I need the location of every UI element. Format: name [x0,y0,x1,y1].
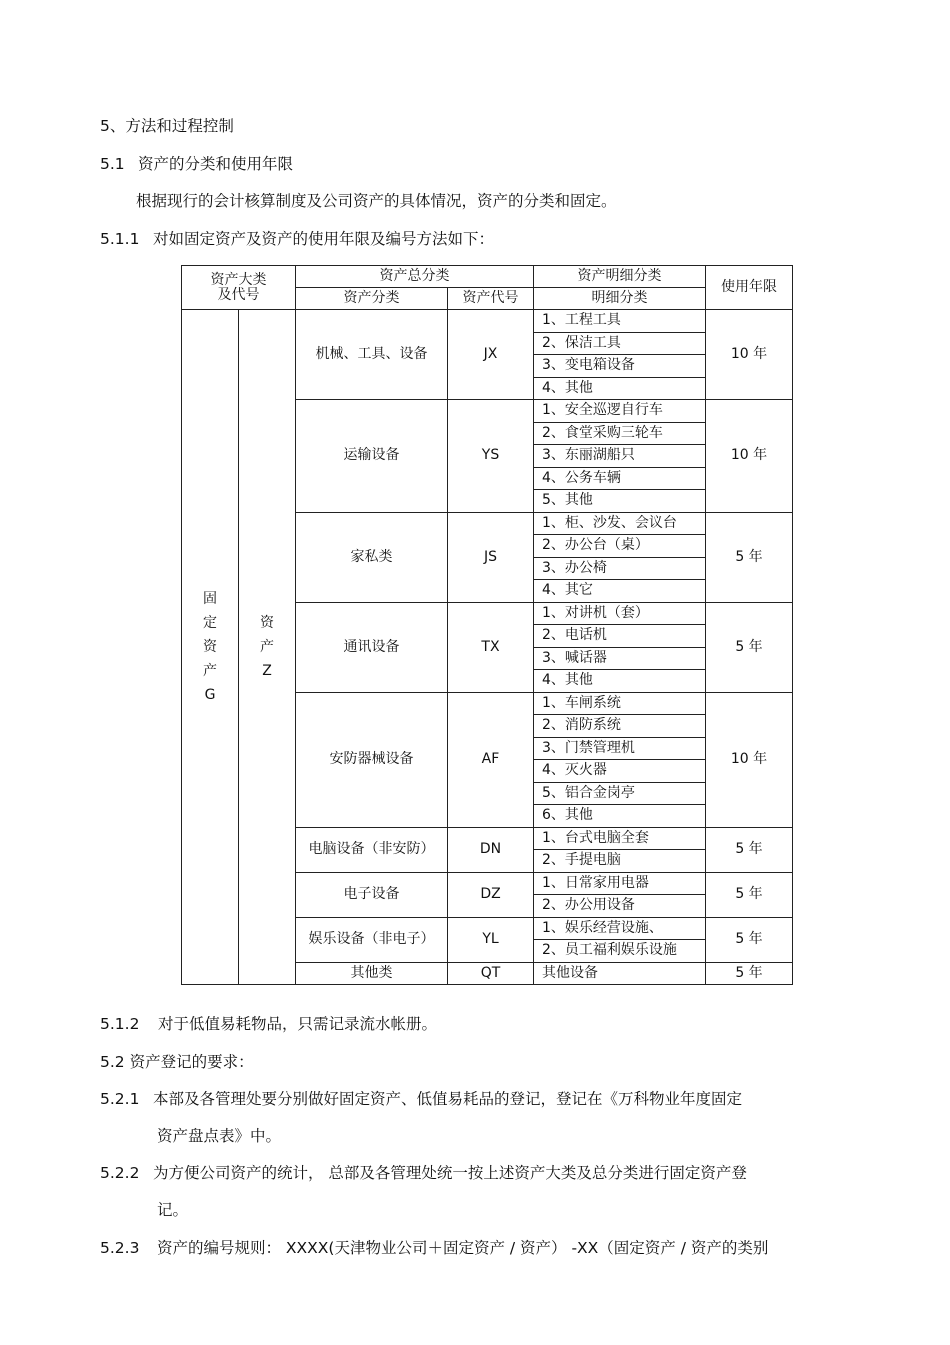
detail-item-cell: 4、其它 [534,580,706,603]
detail-item-cell: 1、安全巡逻自行车 [534,400,706,423]
detail-item-cell: 3、办公椅 [534,557,706,580]
table-row [182,310,793,333]
detail-item-cell: 4、其他 [534,377,706,400]
years-cell: 5 年 [706,602,793,692]
paragraph-text: 本部及各管理处要分别做好固定资产、低值易耗品的登记，登记在《万科物业年度固定 [153,1090,743,1108]
paragraph-text: 对如固定资产及资产的使用年限及编号方法如下： [153,230,495,248]
paragraph [100,1163,747,1183]
code-cell: YL [448,917,534,962]
detail-item-cell: 4、灭火器 [534,760,706,783]
detail-item-cell: 2、保洁工具 [534,332,706,355]
detail-item-cell: 1、娱乐经营设施、 [534,917,706,940]
category-cell: 家私类 [296,512,448,602]
header-sub-code: 资产代号 [448,288,534,310]
section-heading: 5、方法和过程控制 [100,117,234,135]
detail-item-cell: 1、工程工具 [534,310,706,333]
category-cell: 安防器械设备 [296,692,448,827]
section-number: 5.2.2 [100,1164,140,1182]
code-cell: DN [448,827,534,872]
code-cell: DZ [448,872,534,917]
major-class-label: 固定资产G [203,591,217,703]
category-cell: 其他类 [296,962,448,985]
detail-item-cell: 5、其他 [534,490,706,513]
header-sub-category: 资产分类 [296,288,448,310]
major-class-cell [182,310,239,985]
paragraph [100,229,494,249]
detail-item-cell: 3、东丽湖船只 [534,445,706,468]
detail-item-cell: 2、员工福利娱乐设施 [534,940,706,963]
category-cell: 电子设备 [296,872,448,917]
paragraph-continuation: 资产盘点表》中。 [157,1127,282,1145]
detail-item-cell: 3、喊话器 [534,647,706,670]
minor-class-cell [239,310,296,985]
section-number: 5.1.1 [100,230,140,248]
detail-item-cell: 1、日常家用电器 [534,872,706,895]
detail-item-cell: 1、车闸系统 [534,692,706,715]
category-cell: 运输设备 [296,400,448,513]
code-cell: JX [448,310,534,400]
years-cell: 5 年 [706,917,793,962]
paragraph-continuation: 记。 [157,1201,189,1219]
detail-item-cell: 2、手提电脑 [534,850,706,873]
code-cell: QT [448,962,534,985]
detail-item-cell: 1、对讲机（套） [534,602,706,625]
years-cell: 10 年 [706,310,793,400]
header-years: 使用年限 [706,266,793,310]
asset-classification-table [181,265,793,985]
subsection-heading [100,154,293,174]
years-cell: 5 年 [706,962,793,985]
category-cell: 娱乐设备（非电子） [296,917,448,962]
code-cell: AF [448,692,534,827]
detail-item-cell: 其他设备 [534,962,706,985]
detail-item-cell: 4、其他 [534,670,706,693]
paragraph: 根据现行的会计核算制度及公司资产的具体情况，资产的分类和固定。 [136,192,617,210]
minor-class-label: 资产Z [260,615,274,679]
years-cell: 10 年 [706,400,793,513]
header-major-class: 资产大类及代号 [182,266,296,310]
header-sub-detail: 明细分类 [534,288,706,310]
years-cell: 10 年 [706,692,793,827]
section-number: 5.1 [100,155,125,173]
years-cell: 5 年 [706,827,793,872]
subsection-heading: 5.2 资产登记的要求： [100,1053,254,1071]
section-number: 5.1.2 [100,1015,140,1033]
category-cell: 电脑设备（非安防） [296,827,448,872]
detail-item-cell: 1、台式电脑全套 [534,827,706,850]
code-cell: JS [448,512,534,602]
paragraph-text: 为方便公司资产的统计， 总部及各管理处统一按上述资产大类及总分类进行固定资产登 [153,1164,747,1182]
detail-item-cell: 5、铝合金岗亭 [534,782,706,805]
detail-item-cell: 2、电话机 [534,625,706,648]
header-detail-class: 资产明细分类 [534,266,706,288]
detail-item-cell: 4、公务车辆 [534,467,706,490]
years-cell: 5 年 [706,872,793,917]
paragraph [100,1014,437,1034]
paragraph-text: 资产的编号规则： XXXX(天津物业公司＋固定资产 / 资产） -XX（固定资产 / 资产的类别 [157,1239,769,1257]
detail-item-cell: 6、其他 [534,805,706,828]
section-number: 5.2.1 [100,1090,140,1108]
detail-item-cell: 2、食堂采购三轮车 [534,422,706,445]
heading-text: 资产的分类和使用年限 [138,155,294,173]
header-total-class: 资产总分类 [296,266,534,288]
detail-item-cell: 3、变电箱设备 [534,355,706,378]
category-cell: 通讯设备 [296,602,448,692]
detail-item-cell: 3、门禁管理机 [534,737,706,760]
code-cell: YS [448,400,534,513]
paragraph [100,1089,742,1109]
detail-item-cell: 2、办公台（桌） [534,535,706,558]
code-cell: TX [448,602,534,692]
paragraph-text: 对于低值易耗物品，只需记录流水帐册。 [158,1015,438,1033]
detail-item-cell: 2、办公用设备 [534,895,706,918]
section-number: 5.2.3 [100,1239,140,1257]
paragraph [100,1238,768,1258]
category-cell: 机械、工具、设备 [296,310,448,400]
years-cell: 5 年 [706,512,793,602]
detail-item-cell: 2、消防系统 [534,715,706,738]
detail-item-cell: 1、柜、沙发、会议台 [534,512,706,535]
